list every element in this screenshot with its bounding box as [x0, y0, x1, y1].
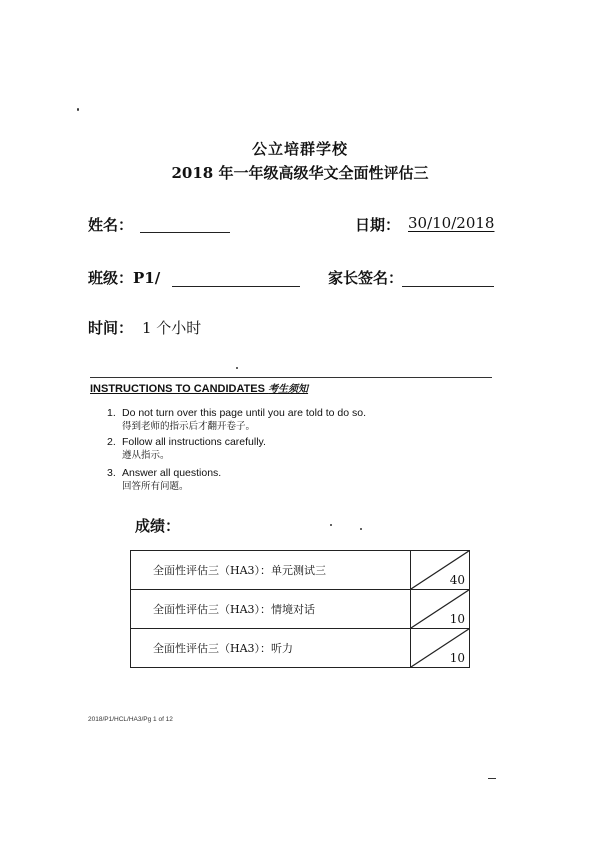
max-score: 10 [449, 651, 465, 665]
instruction-text-cn: 遵从指示。 [122, 450, 170, 461]
page-footer: 2018/P1/HCL/HA3/Pg 1 of 12 [88, 716, 173, 723]
instruction-text-en: Follow all instructions carefully. [122, 436, 266, 448]
instruction-text-en: Answer all questions. [122, 467, 222, 479]
instruction-text-en: Do not turn over this page until you are told to do so. [122, 407, 366, 419]
score-cell[interactable] [411, 629, 470, 668]
grades-label: 成绩： [135, 517, 181, 535]
parent-signature-label: 家长签名： [328, 269, 404, 287]
component-name: 全面性评估三（HA3）：情境对话 [131, 590, 411, 629]
date-value: 30/10/2018 [408, 214, 495, 232]
table-row [131, 629, 470, 668]
instructions-title-cn: 考生须知 [268, 384, 309, 395]
instructions-title [90, 380, 308, 395]
component-name: 全面性评估三（HA3）：听力 [131, 629, 411, 668]
name-blank[interactable] [140, 216, 230, 233]
instructions-title-en: INSTRUCTIONS TO CANDIDATES [90, 383, 265, 395]
exam-title: 2018 年一年级高级华文全面性评估三 [171, 164, 429, 182]
class-label: 班级：P1/ [88, 269, 161, 287]
parent-signature-blank[interactable] [402, 270, 494, 287]
instruction-item [107, 435, 467, 463]
max-score: 10 [449, 612, 465, 626]
instruction-number: 2. [107, 436, 116, 448]
scan-speck [488, 778, 496, 779]
scan-speck [77, 108, 79, 111]
instruction-item [107, 406, 467, 434]
instruction-number: 1. [107, 407, 116, 419]
scan-speck [360, 528, 362, 530]
instruction-text-cn: 回答所有问题。 [122, 481, 189, 492]
class-blank[interactable] [172, 270, 300, 287]
max-score: 40 [449, 573, 465, 587]
score-cell[interactable] [411, 551, 470, 590]
name-label: 姓名： [88, 216, 134, 234]
scan-speck [236, 367, 238, 369]
instruction-text-cn: 得到老师的指示后才翻开卷子。 [122, 421, 256, 432]
time-value: 1 个小时 [142, 319, 202, 337]
section-divider [90, 377, 492, 378]
school-name: 公立培群学校 [251, 140, 348, 158]
time-label: 时间： [88, 319, 134, 337]
score-cell[interactable] [411, 590, 470, 629]
scan-speck [330, 524, 332, 526]
instruction-item [107, 466, 467, 494]
table-row [131, 590, 470, 629]
table-row [131, 551, 470, 590]
grades-table [130, 550, 470, 668]
instruction-number: 3. [107, 467, 116, 479]
component-name: 全面性评估三（HA3）：单元测试三 [131, 551, 411, 590]
date-label: 日期： [355, 216, 401, 234]
